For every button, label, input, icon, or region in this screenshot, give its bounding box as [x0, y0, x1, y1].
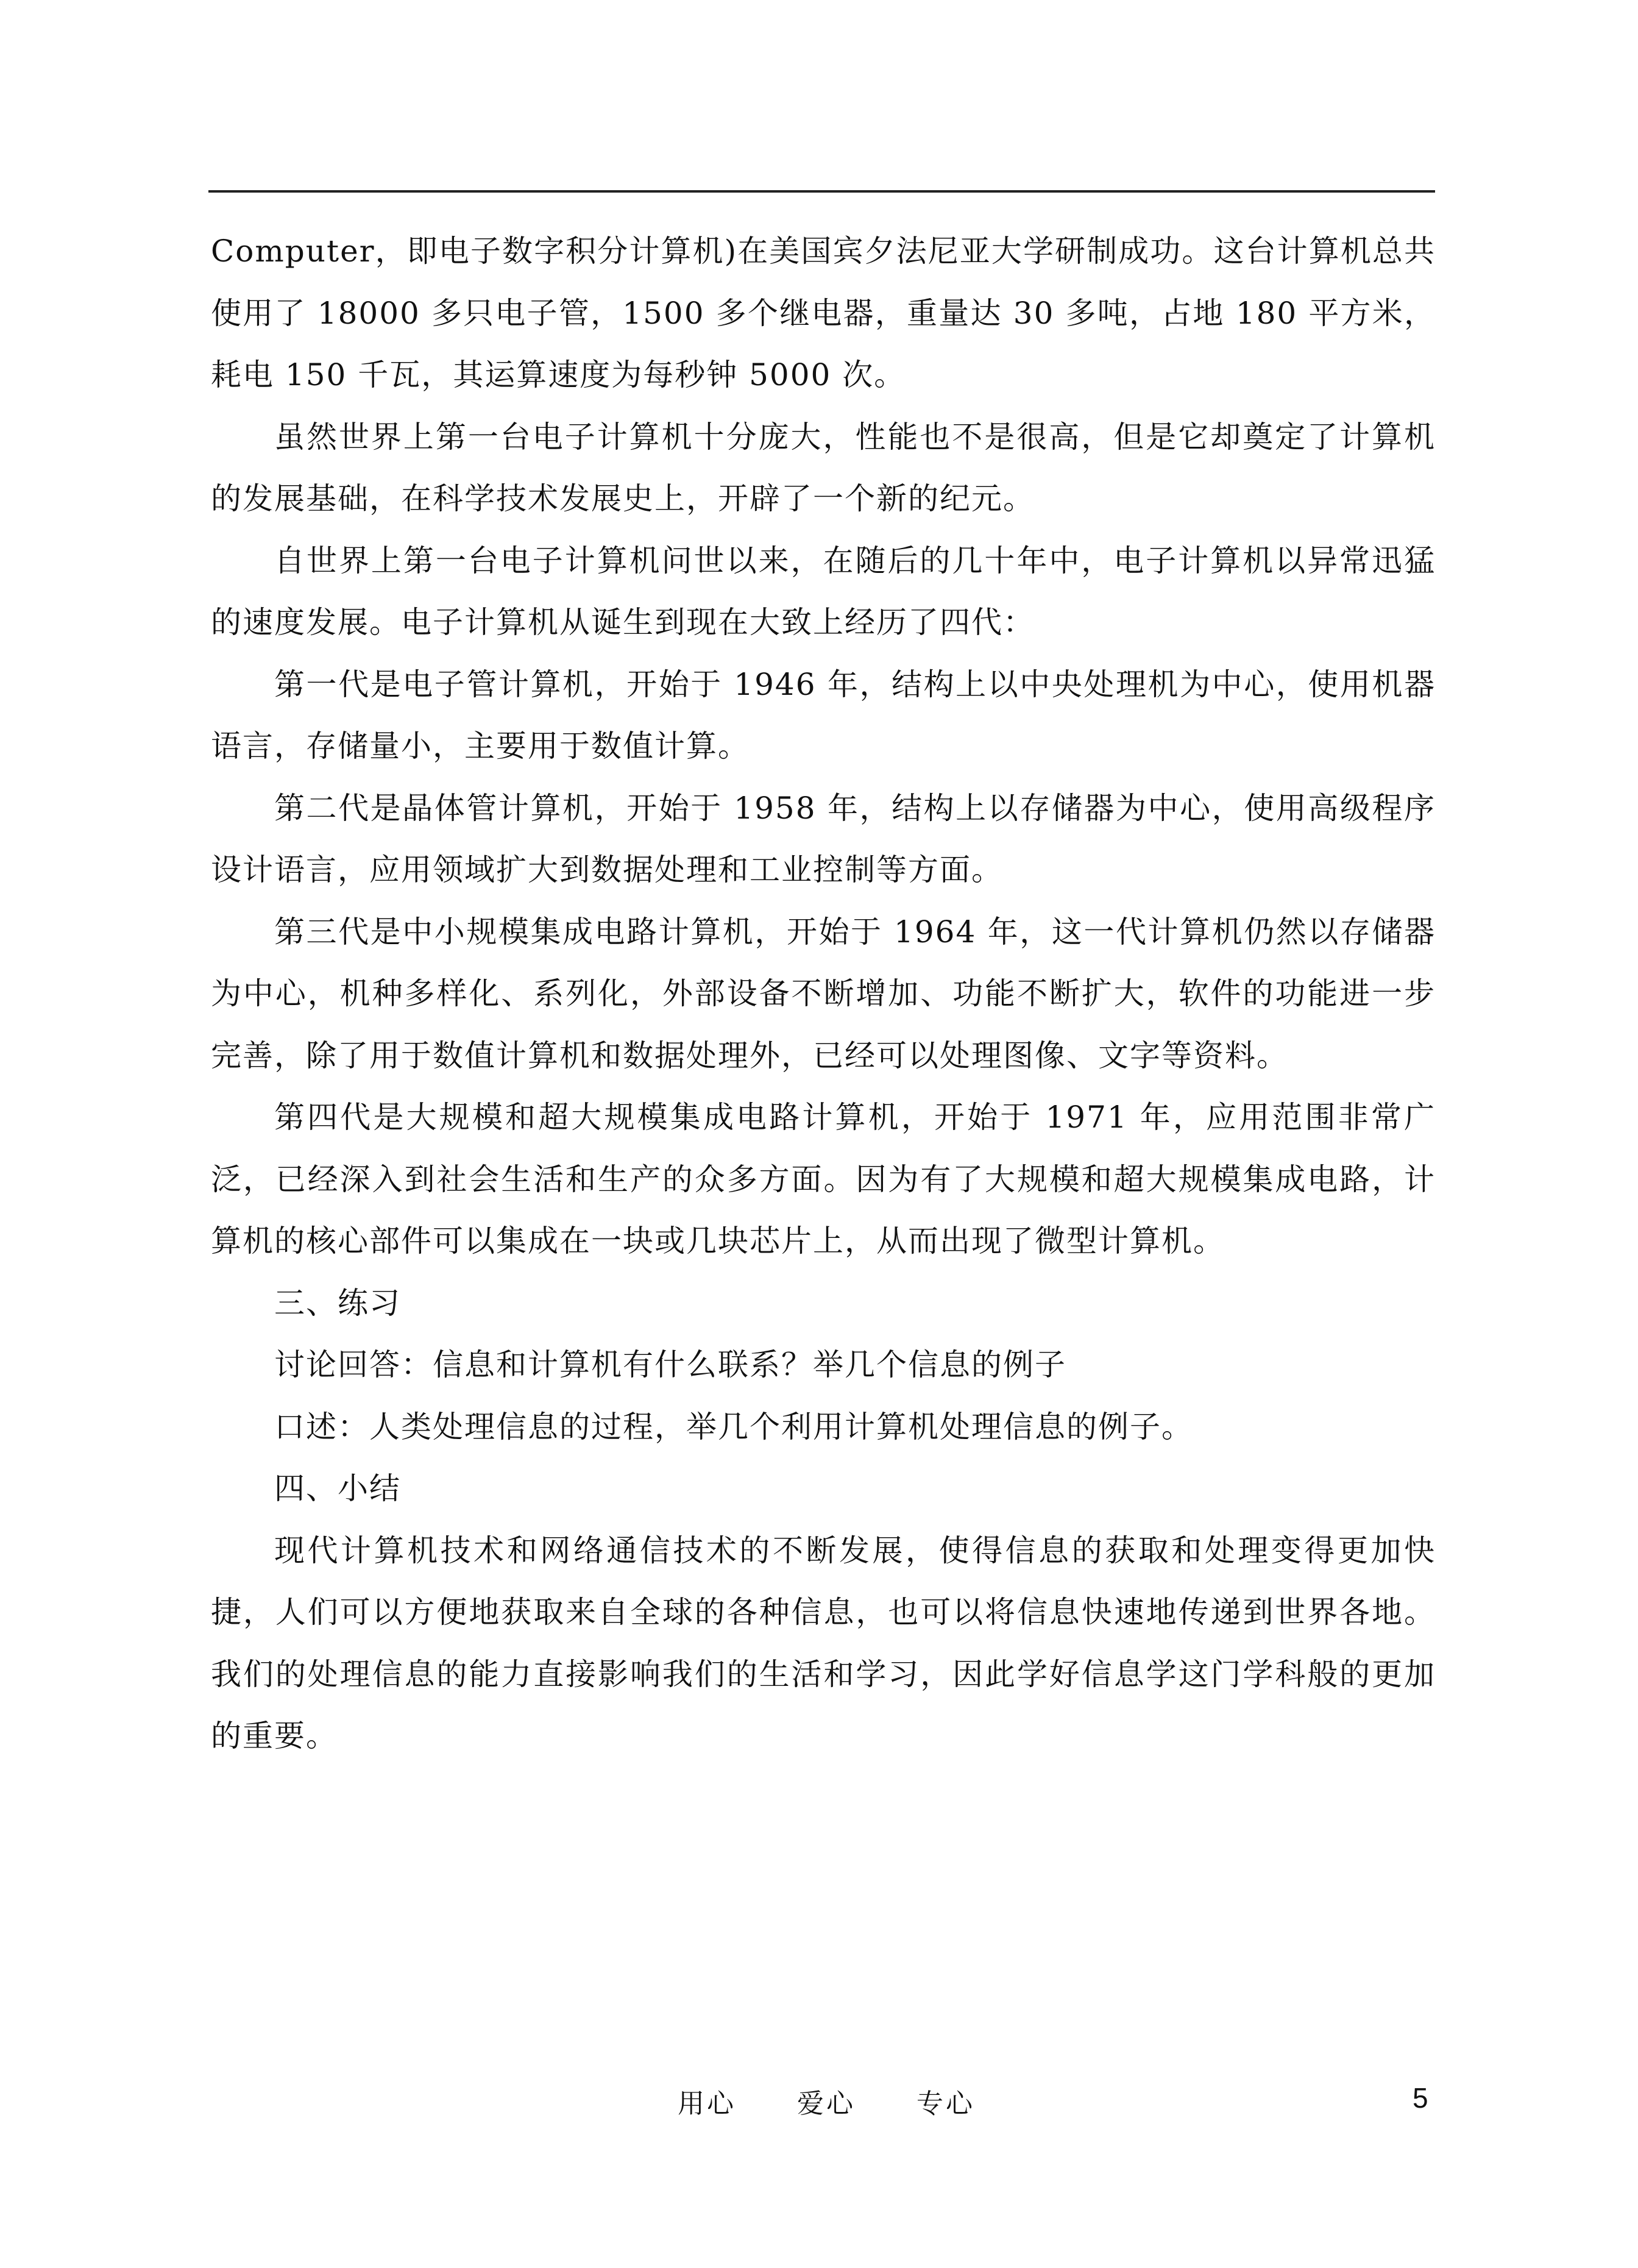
paragraph-eniac-specs: Computer，即电子数字积分计算机)在美国宾夕法尼亚大学研制成功。这台计算机总共使用了 18000 多只电子管，1500 多个继电器，重量达 30 多吨，占地 180 平方米，耗电 150 千瓦，其运算速度为每秒钟 5000 次。	[211, 233, 1436, 393]
document-body	[211, 221, 1436, 1768]
exercise-discussion: 讨论回答：信息和计算机有什么联系？举几个信息的例子	[274, 1347, 1066, 1382]
footer-motto-item: 专心	[916, 2088, 975, 2119]
paragraph-first-computer: 虽然世界上第一台电子计算机十分庞大，性能也不是很高，但是它却奠定了计算机的发展基础，在科学技术发展史上，开辟了一个新的纪元。	[211, 419, 1436, 516]
paragraph-generation-3: 第三代是中小规模集成电路计算机，开始于 1964 年，这一代计算机仍然以存储器为中心，机种多样化、系列化，外部设备不断增加、功能不断扩大，软件的功能进一步完善，除了用于数值计算机和数据处理外，已经可以处理图像、文字等资料。	[211, 914, 1436, 1073]
paragraph-generation-2: 第二代是晶体管计算机，开始于 1958 年，结构上以存储器为中心，使用高级程序设计语言，应用领域扩大到数据处理和工业控制等方面。	[211, 790, 1436, 887]
section-heading-exercise: 三、练习	[274, 1285, 401, 1321]
header-rule	[208, 190, 1435, 193]
footer-motto	[678, 2081, 975, 2120]
paragraph-summary: 现代计算机技术和网络通信技术的不断发展，使得信息的获取和处理变得更加快捷，人们可以方便地获取来自全球的各种信息，也可以将信息快速地传递到世界各地。我们的处理信息的能力直接影响我们的生活和学习，因此学好信息学这门学科般的更加的重要。	[211, 1532, 1436, 1754]
paragraph-generation-1: 第一代是电子管计算机，开始于 1946 年，结构上以中央处理机为中心，使用机器语言，存储量小，主要用于数值计算。	[211, 666, 1436, 764]
paragraph-development-intro: 自世界上第一台电子计算机问世以来，在随后的几十年中，电子计算机以异常迅猛的速度发展。电子计算机从诞生到现在大致上经历了四代：	[211, 542, 1436, 640]
page-number: 5	[1413, 2082, 1428, 2114]
exercise-oral: 口述：人类处理信息的过程，举几个利用计算机处理信息的例子。	[274, 1409, 1193, 1445]
footer-motto-item: 爱心	[797, 2088, 856, 2119]
section-heading-summary: 四、小结	[274, 1471, 401, 1506]
paragraph-generation-4: 第四代是大规模和超大规模集成电路计算机，开始于 1971 年，应用范围非常广泛，已经深入到社会生活和生产的众多方面。因为有了大规模和超大规模集成电路，计算机的核心部件可以集成在一块或几块芯片上，从而出现了微型计算机。	[211, 1100, 1436, 1259]
footer-motto-item: 用心	[678, 2088, 736, 2119]
page-footer	[0, 2081, 1638, 2124]
